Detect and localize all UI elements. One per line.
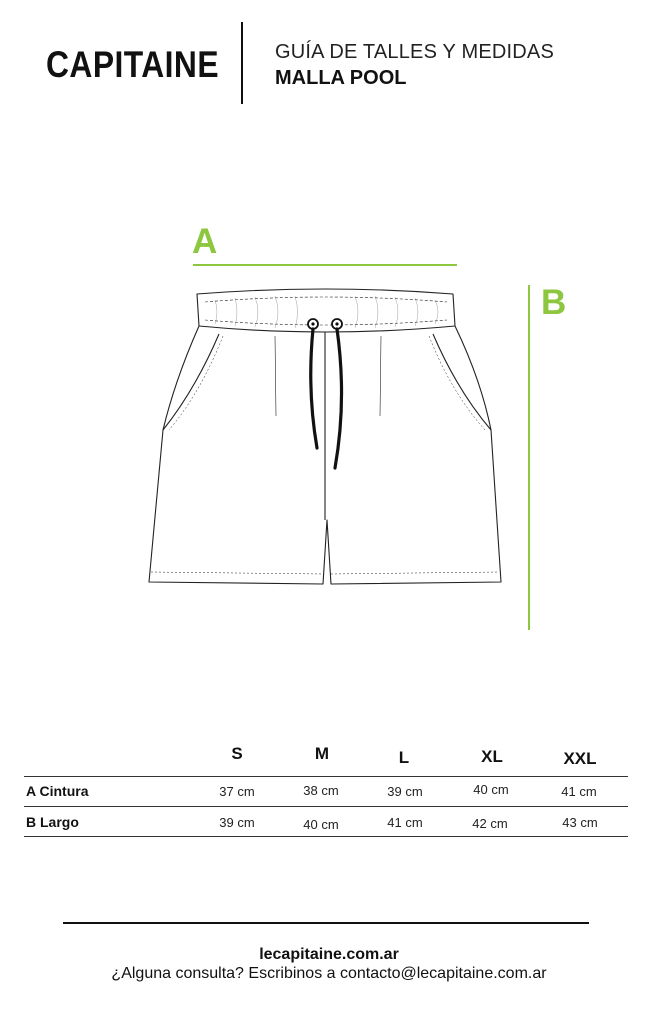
footer-divider — [63, 922, 589, 924]
row-label-largo: B Largo — [26, 814, 79, 830]
table-rule-top — [24, 776, 628, 777]
largo-s: 39 cm — [219, 815, 255, 830]
size-header-s: S — [231, 744, 243, 763]
measure-line-b — [528, 285, 530, 630]
product-name: MALLA POOL — [275, 67, 407, 89]
largo-xxl: 43 cm — [562, 815, 598, 830]
row-label-cintura: A Cintura — [26, 783, 89, 799]
measure-line-a — [193, 264, 457, 266]
measure-label-b: B — [541, 283, 567, 322]
cintura-xl: 40 cm — [473, 782, 509, 797]
largo-l: 41 cm — [387, 815, 423, 830]
measure-label-a: A — [192, 222, 218, 261]
table-rule-middle — [24, 806, 628, 807]
cintura-s: 37 cm — [219, 784, 255, 799]
contact-text: ¿Alguna consulta? Escribinos a contacto@lecapitaine.com.ar — [111, 965, 547, 982]
cintura-l: 39 cm — [387, 784, 423, 799]
header-divider — [241, 22, 243, 104]
size-header-l: L — [398, 748, 410, 767]
cintura-xxl: 41 cm — [561, 784, 597, 799]
cintura-m: 38 cm — [303, 783, 339, 798]
guide-subtitle: GUÍA DE TALLES Y MEDIDAS — [275, 41, 554, 63]
size-header-xl: XL — [481, 747, 503, 766]
largo-m: 40 cm — [303, 817, 339, 832]
largo-xl: 42 cm — [472, 816, 508, 831]
brand-logo: CAPITAINE — [46, 44, 219, 85]
size-header-m: M — [314, 744, 330, 763]
shorts-illustration — [135, 280, 510, 590]
size-header-xxl: XXL — [563, 749, 597, 768]
table-rule-bottom — [24, 836, 628, 837]
website-link[interactable]: lecapitaine.com.ar — [259, 946, 399, 963]
